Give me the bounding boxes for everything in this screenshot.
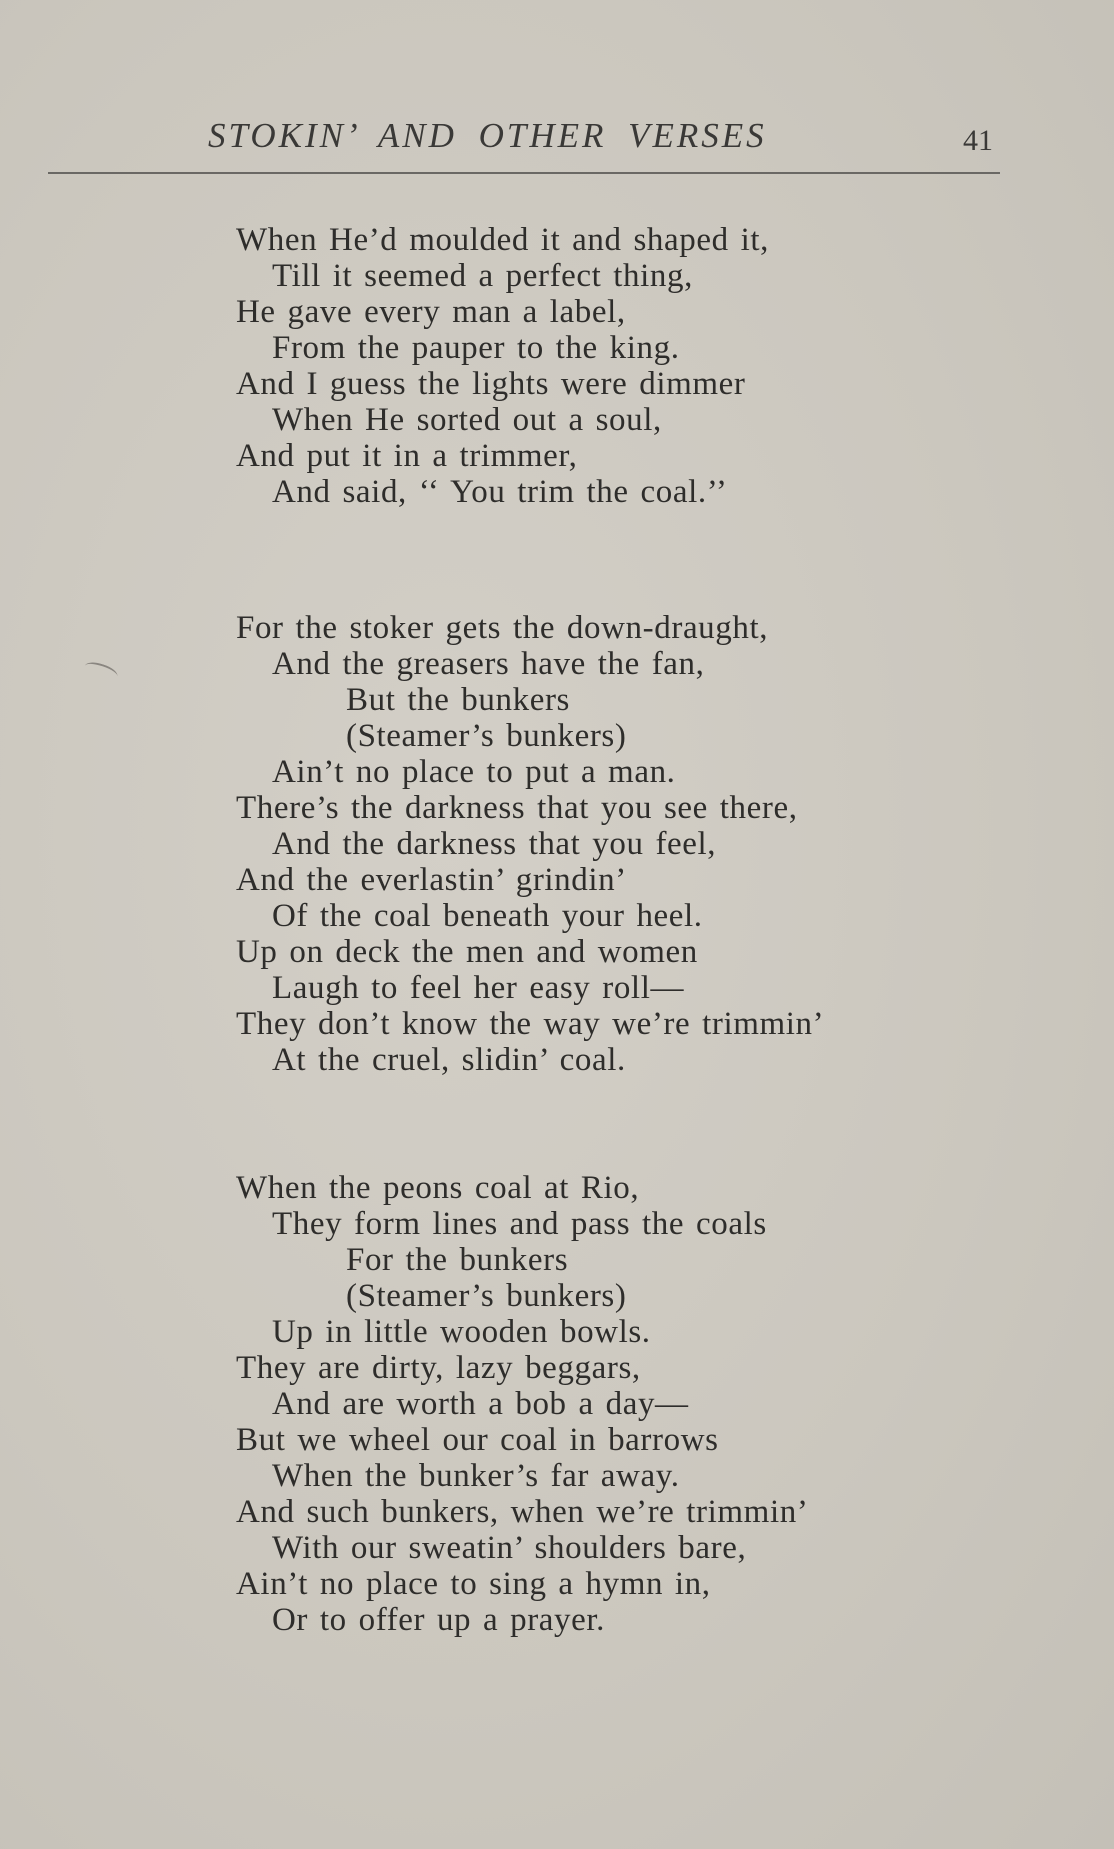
verse-line: Ain’t no place to sing a hymn in,	[236, 1566, 711, 1602]
verse-line: Till it seemed a perfect thing,	[272, 258, 693, 294]
verse-line: They are dirty, lazy beggars,	[236, 1350, 641, 1386]
verse-line: He gave every man a label,	[236, 294, 626, 330]
header-rule	[48, 172, 1000, 174]
verse-line: When the bunker’s far away.	[272, 1458, 680, 1494]
verse-line: Or to offer up a prayer.	[272, 1602, 606, 1638]
verse-line: For the stoker gets the down-draught,	[236, 610, 769, 646]
stanza-2	[236, 610, 824, 1078]
page-number: 41	[963, 124, 993, 157]
verse-line: They form lines and pass the coals	[272, 1206, 767, 1242]
verse-line: But the bunkers	[346, 682, 570, 718]
verse-line: Ain’t no place to put a man.	[272, 754, 676, 790]
verse-line: And the everlastin’ grindin’	[236, 862, 627, 898]
verse-line: Up on deck the men and women	[236, 934, 698, 970]
verse-line: But we wheel our coal in barrows	[236, 1422, 719, 1458]
verse-line: And the greasers have the fan,	[272, 646, 705, 682]
verse-line: And I guess the lights were dimmer	[236, 366, 746, 402]
verse-line: (Steamer’s bunkers)	[346, 718, 627, 754]
running-title: STOKIN’ AND OTHER VERSES	[208, 116, 767, 155]
verse-line: And said, ‘‘ You trim the coal.’’	[272, 474, 728, 510]
verse-line: Up in little wooden bowls.	[272, 1314, 651, 1350]
verse-line: There’s the darkness that you see there,	[236, 790, 798, 826]
verse-line: And the darkness that you feel,	[272, 826, 717, 862]
verse-line: And put it in a trimmer,	[236, 438, 578, 474]
verse-line: With our sweatin’ shoulders bare,	[272, 1530, 747, 1566]
stanza-1	[236, 222, 769, 510]
margin-mark	[83, 659, 120, 683]
verse-line: Laugh to feel her easy roll—	[272, 970, 685, 1006]
verse-line: When He’d moulded it and shaped it,	[236, 222, 769, 258]
running-head	[0, 112, 1114, 162]
verse-line: From the pauper to the king.	[272, 330, 680, 366]
verse-line: (Steamer’s bunkers)	[346, 1278, 627, 1314]
verse-line: At the cruel, slidin’ coal.	[272, 1042, 626, 1078]
verse-line: Of the coal beneath your heel.	[272, 898, 703, 934]
verse-line: When He sorted out a soul,	[272, 402, 662, 438]
stanza-3	[236, 1170, 808, 1638]
verse-line: When the peons coal at Rio,	[236, 1170, 640, 1206]
verse-line: They don’t know the way we’re trimmin’	[236, 1006, 825, 1042]
verse-line: And are worth a bob a day—	[272, 1386, 689, 1422]
verse-line: And such bunkers, when we’re trimmin’	[236, 1494, 809, 1530]
verse-line: For the bunkers	[346, 1242, 569, 1278]
